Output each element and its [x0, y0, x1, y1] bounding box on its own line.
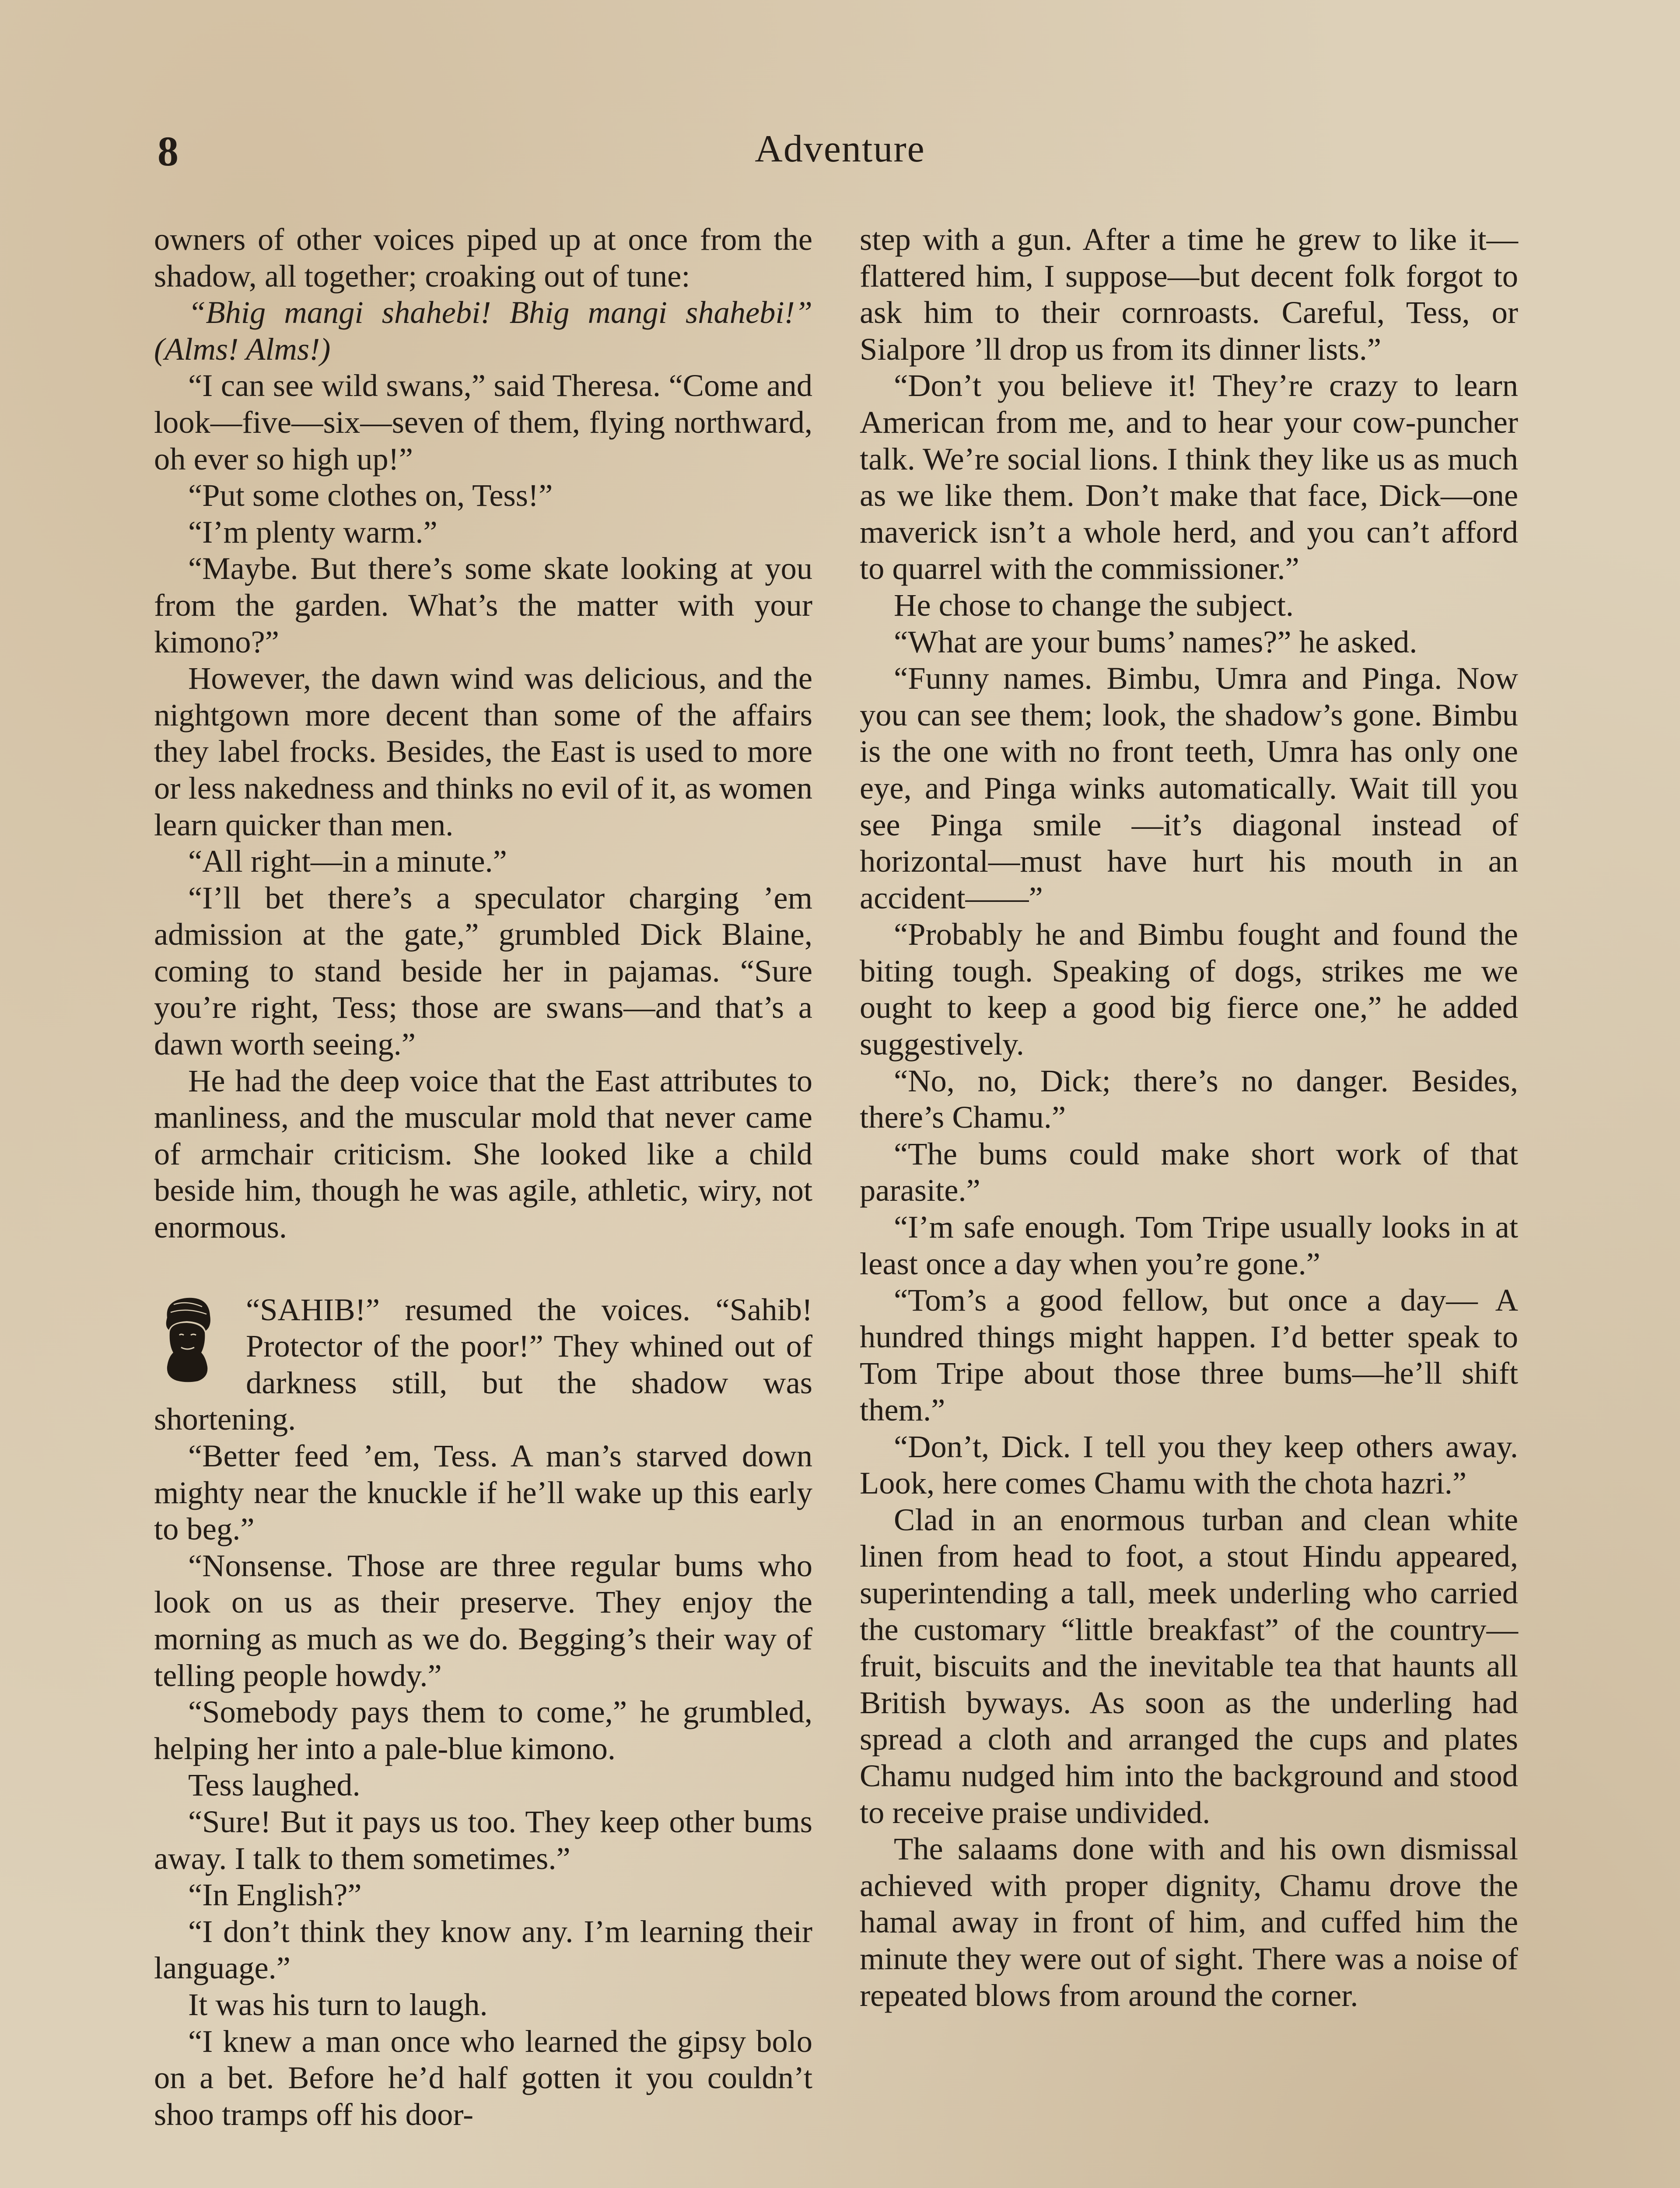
paragraph: However, the dawn wind was delicious, and the nightgown more decent than some of the affairs they label frocks. Besides, the East is used to more or less nakedness and thinks no evil of it, as women learn quicker than men.: [154, 660, 812, 842]
page-header: [158, 127, 1522, 184]
paragraph: “Tom’s a good fellow, but once a day— A hundred things might happen. I’d better speak to Tom Tripe about those three bums—he’ll shift them.”: [860, 1282, 1518, 1427]
paragraph: “SAHIB!” resumed the voices. “Sahib! Protector of the poor!” They whined out of darkness still, but the shadow was shortening.: [154, 1291, 812, 1437]
right-column: [860, 221, 1518, 2013]
paragraph: “I knew a man once who learned the gipsy bolo on a bet. Before he’d half gotten it you couldn’t shoo tramps off his door-: [154, 2023, 812, 2132]
paragraph: “In English?”: [188, 1877, 362, 1913]
paragraph: owners of other voices piped up at once from the shadow, all together; croaking out of tune:: [154, 221, 812, 294]
paragraph: “Somebody pays them to come,” he grumbled, helping her into a pale-blue kimono.: [154, 1694, 812, 1766]
paragraph: It was his turn to laugh.: [188, 1986, 488, 2022]
paragraph: “Don’t you believe it! They’re crazy to learn American from me, and to hear your cow-puncher talk. We’re social lions. I think they like us as much as we like them. Don’t make that face, Dick—one maverick isn’t a whole herd, and you can’t afford to quarrel with the commissioner.”: [860, 368, 1518, 586]
paragraph: “Sure! But it pays us too. They keep other bums away. I talk to them sometimes.”: [154, 1803, 812, 1876]
paragraph: “I can see wild swans,” said Theresa. “Come and look—five—six—seven of them, flying northward, oh ever so high up!”: [154, 368, 812, 477]
paragraph: “The bums could make short work of that parasite.”: [860, 1136, 1518, 1208]
paragraph: “Bhig mangi shahebi! Bhig mangi shahebi!” (Alms! Alms!): [154, 295, 812, 367]
paragraph: “I don’t think they know any. I’m learning their language.”: [154, 1913, 812, 1986]
paragraph: “I’ll bet there’s a speculator charging ’em admission at the gate,” grumbled Dick Blaine, coming to stand beside her in pajamas. “Sure you’re right, Tess; those are swans—and that’s a dawn worth seeing.”: [154, 880, 812, 1062]
running-title: Adventure: [755, 128, 925, 170]
paragraph: “Funny names. Bimbu, Umra and Pinga. Now you can see them; look, the shadow’s gone. Bimbu is the one with no front teeth, Umra has only one eye, and Pinga winks automatically. Wait till you see Pinga smile —it’s diagonal instead of horizontal—must have hurt his mouth in an accident——”: [860, 660, 1518, 915]
paragraph: “Probably he and Bimbu fought and found the biting tough. Speaking of dogs, strikes me we ought to keep a good big fierce one,” he added suggestively.: [860, 916, 1518, 1062]
page-number: 8: [158, 128, 178, 175]
paragraph: “Don’t, Dick. I tell you they keep others away. Look, here comes Chamu with the chota hazri.”: [860, 1428, 1518, 1501]
section-ornament: [154, 1291, 228, 1388]
paragraph: “I’m safe enough. Tom Tripe usually looks in at least once a day when you’re gone.”: [860, 1209, 1518, 1281]
paragraph: step with a gun. After a time he grew to like it—flattered him, I suppose—but decent folk forgot to ask him to their cornroasts. Careful, Tess, or Sialpore ’ll drop us from its dinner lists.”: [860, 221, 1518, 367]
paragraph: The salaams done with and his own dismissal achieved with proper dignity, Chamu drove the hamal away in front of him, and cuffed him the minute they were out of sight. There was a noise of repeated blows from around the corner.: [860, 1831, 1518, 2013]
turbaned-head-icon: [154, 1291, 220, 1383]
paragraph: He had the deep voice that the East attributes to manliness, and the muscular mold that never came of armchair criticism. She looked like a child beside him, though he was agile, athletic, wiry, not enormous.: [154, 1062, 812, 1245]
paragraph: “No, no, Dick; there’s no danger. Besides, there’s Chamu.”: [860, 1062, 1518, 1135]
paragraph: Tess laughed.: [188, 1767, 360, 1803]
left-column: [154, 221, 812, 2132]
paragraph: Clad in an enormous turban and clean white linen from head to foot, a stout Hindu appeared, superintending a tall, meek underling who carried the customary “little breakfast” of the country—fruit, biscuits and the inevitable tea that haunts all British byways. As soon as the underling had spread a cloth and arranged the cups and plates Chamu nudged him into the background and stood to receive praise undivided.: [860, 1501, 1518, 1830]
paragraph: “Nonsense. Those are three regular bums who look on us as their preserve. They enjoy the morning as much as we do. Begging’s their way of telling people howdy.”: [154, 1547, 812, 1693]
paragraph: “Maybe. But there’s some skate looking at you from the garden. What’s the matter with your kimono?”: [154, 551, 812, 659]
paragraph: He chose to change the subject.: [894, 587, 1294, 623]
paragraph: “I’m plenty warm.”: [188, 514, 438, 550]
paragraph: “Better feed ’em, Tess. A man’s starved down mighty near the knuckle if he’ll wake up this early to beg.”: [154, 1438, 812, 1547]
paragraph: “All right—in a minute.”: [188, 843, 507, 879]
paragraph: “What are your bums’ names?” he asked.: [894, 624, 1418, 659]
paragraph: “Put some clothes on, Tess!”: [188, 477, 553, 513]
